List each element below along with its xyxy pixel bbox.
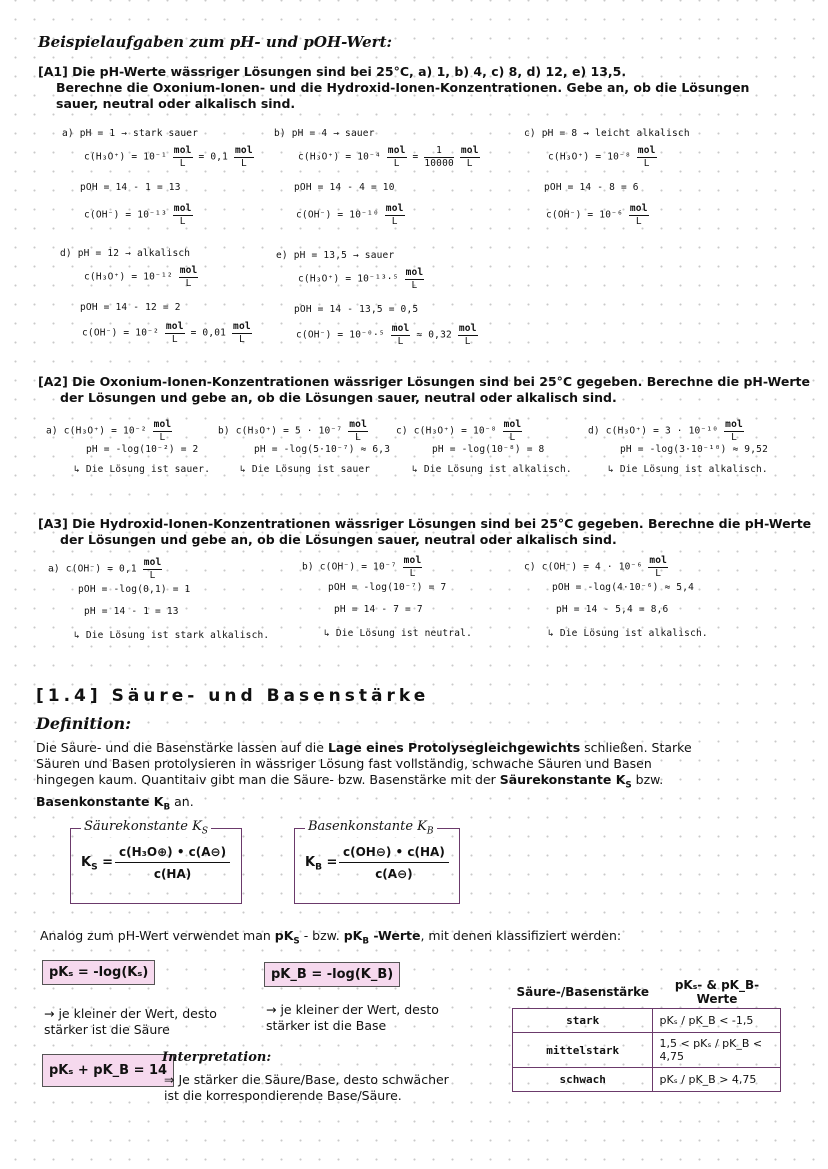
a1-c-head: c) pH = 8 → leicht alkalisch [524,128,690,139]
definition-paragraph: Die Säure- und die Basenstärke lassen auf die Lage eines Protolysegleichgewichts schließen. Starke Säuren und Basen protolysieren in wässriger Lösung fast vollständig, schwache Säuren und Basen hingegen kaum. Quantitaiv gibt man die Säure- bzw. Basenstärke mit der Säurekonstante $K_S$ bzw. Basenkonstante $K_B$ an. [36,740,692,812]
a3-b-line1: b) c(OH⁻) = 10⁻⁷ $\frac{\text{mol}}{L}$ [302,555,422,579]
a3-b-line4: ↳ Die Lösung ist neutral. [324,628,472,639]
definition-title: Definition: [36,714,132,733]
a1-b-poh: pOH = 14 - 4 = 10 [294,182,395,193]
a2-d-line2: pH = -log(3·10⁻¹⁰) ≈ 9,52 [620,444,768,455]
a1-c-poh: pOH = 14 - 8 = 6 [544,182,639,193]
section-heading: [1.4] Säure- und Basenstärke [36,686,430,706]
table-cell-value: pKₛ / pK_B < -1,5 [653,1009,781,1033]
task-a2-line2: der Lösungen und gebe an, ob die Lösungen sauer, neutral oder alkalisch sind. [60,390,617,405]
a1-a-poh: pOH = 14 - 1 = 13 [80,182,181,193]
a3-a-line3: pH = 14 - 1 = 13 [84,606,179,617]
a2-d-line1: d) c(H₃O⁺) = 3 · 10⁻¹⁰ $\frac{\text{mol}}{L}$ [588,419,743,443]
a1-b-c1: c(H₃O⁺) = 10⁻⁴ $\frac{\text{mol}}{L}$ = $\frac{1}{10000}$ $\frac{\text{mol}}{L}$ [298,145,479,169]
pks-note: → je kleiner der Wert, desto stärker ist die Säure [44,1006,217,1037]
a3-c-line4: ↳ Die Lösung ist alkalisch. [548,628,708,639]
table-row [513,1068,781,1092]
acid-constant-legend: Säurekonstante $K_S$ [81,819,211,837]
table-row [513,1033,781,1068]
page-title: Beispielaufgaben zum pH- und pOH-Wert: [38,33,393,51]
task-a1-line1: [A1] Die pH-Werte wässriger Lösungen sind bei 25°C, a) 1, b) 4, c) 8, d) 12, e) 13,5. [38,64,627,79]
table-header-row [513,976,781,1009]
table-header-strength: Säure-/Basenstärke [516,985,649,999]
a3-b-line2: pOH = -log(10⁻⁷) = 7 [328,582,447,593]
kb-fraction: c(OH⊖) • c(HA) c(A⊖) [339,845,449,881]
a1-b-c2: c(OH⁻) = 10⁻¹⁰ $\frac{\text{mol}}{L}$ [296,203,404,227]
analog-sentence: Analog zum pH-Wert verwendet man $pK_S$ - bzw. $pK_B$ -Werte, mit denen klassifiziert werden: [40,928,622,947]
a3-c-line1: c) c(OH⁻) = 4 · 10⁻⁶ $\frac{\text{mol}}{L}$ [524,555,668,579]
a2-c-line3: ↳ Die Lösung ist alkalisch. [412,464,572,475]
a3-b-line3: pH = 14 - 7 = 7 [334,604,423,615]
a1-d-poh: pOH = 14 - 12 = 2 [80,302,181,313]
acid-constant-box [70,819,242,904]
a1-b-head: b) pH = 4 → sauer [274,128,375,139]
a1-c-c2: c(OH⁻) = 10⁻⁶ $\frac{\text{mol}}{L}$ [546,203,648,227]
a3-a-line1: a) c(OH⁻) = 0,1 $\frac{\text{mol}}{L}$ [48,557,162,581]
table-row [513,1009,781,1033]
base-constant-box [294,819,460,904]
a2-a-line1: a) c(H₃O⁺) = 10⁻² $\frac{\text{mol}}{L}$ [46,419,172,443]
a2-d-line3: ↳ Die Lösung ist alkalisch. [608,464,768,475]
a2-c-line2: pH = -log(10⁻⁸) = 8 [432,444,545,455]
a3-c-line2: pOH = -log(4·10⁻⁶) ≈ 5,4 [552,582,695,593]
a1-e-c1: c(H₃O⁺) = 10⁻¹³·⁵ $\frac{\text{mol}}{L}$ [298,267,424,291]
a2-b-line1: b) c(H₃O⁺) = 5 · 10⁻⁷ $\frac{\text{mol}}{L}$ [218,419,367,443]
a1-a-head: a) pH = 1 → stark sauer [62,128,199,139]
a1-a-c2: c(OH⁻) = 10⁻¹³ $\frac{\text{mol}}{L}$ [84,203,192,227]
ks-fraction: c(H₃O⊕) • c(A⊖) c(HA) [115,845,230,881]
a1-a-c1: c(H₃O⁺) = 10⁻¹ $\frac{\text{mol}}{L}$ = 0,1 $\frac{\text{mol}}{L}$ [84,145,253,169]
table-cell-label: stark [513,1009,653,1033]
a1-d-head: d) pH = 12 → alkalisch [60,248,191,259]
ks-lhs: $K_S$ = [81,855,114,873]
pkb-formula-box: pK_B = -log(K_B) [264,962,400,987]
table-cell-value: 1,5 < pKₛ / pK_B < 4,75 [653,1033,781,1068]
a2-c-line1: c) c(H₃O⁺) = 10⁻⁸ $\frac{\text{mol}}{L}$ [396,419,522,443]
a1-d-c2: c(OH⁻) = 10⁻² $\frac{\text{mol}}{L}$ = 0,01 $\frac{\text{mol}}{L}$ [82,321,251,345]
a2-b-line3: ↳ Die Lösung ist sauer [240,464,371,475]
base-constant-legend: Basenkonstante $K_B$ [305,819,437,837]
a1-e-poh: pOH = 14 - 13,5 = 0,5 [294,304,419,315]
task-a1-line2: Berechne die Oxonium-Ionen- und die Hydroxid-Ionen-Konzentrationen. Gebe an, ob die Lösungen [56,80,750,95]
table-cell-label: schwach [513,1068,653,1092]
a1-d-c1: c(H₃O⁺) = 10⁻¹² $\frac{\text{mol}}{L}$ [84,265,198,289]
task-a2-line1: [A2] Die Oxonium-Ionen-Konzentrationen wässriger Lösungen sind bei 25°C gegeben. Berechne die pH-Werte [38,374,810,389]
a3-c-line3: pH = 14 - 5,4 = 8,6 [556,604,669,615]
a3-a-line2: pOH = -log(0,1) = 1 [78,584,191,595]
a1-e-c2: c(OH⁻) = 10⁻⁰·⁵ $\frac{\text{mol}}{L}$ ≈ 0,32 $\frac{\text{mol}}{L}$ [296,323,477,347]
table-header-values: pKₛ- & pK_B- Werte [674,978,760,1006]
pkb-note: → je kleiner der Wert, desto stärker ist die Base [266,1002,439,1033]
a3-a-line4: ↳ Die Lösung ist stark alkalisch. [74,630,270,641]
sum-formula-box: pKₛ + pK_B = 14 [42,1054,174,1087]
a2-a-line2: pH = -log(10⁻²) = 2 [86,444,199,455]
table-cell-value: pKₛ / pK_B > 4,75 [653,1068,781,1092]
task-a3-line1: [A3] Die Hydroxid-Ionen-Konzentrationen wässriger Lösungen sind bei 25°C gegeben. Berechne die pH-Werte [38,516,812,531]
a2-a-line3: ↳ Die Lösung ist sauer. [74,464,211,475]
interpretation-title: Interpretation: [162,1050,272,1065]
pks-formula-box: pKₛ = -log(Kₛ) [42,960,155,985]
task-a1-line3: sauer, neutral oder alkalisch sind. [56,96,296,111]
kb-lhs: $K_B$ = [305,855,338,873]
table-cell-label: mittelstark [513,1033,653,1068]
interpretation-text: ⇒ Je stärker die Säure/Base, desto schwächer ist die korrespondierende Base/Säure. [164,1072,449,1103]
a1-e-head: e) pH = 13,5 → sauer [276,250,395,261]
task-a3-line2: der Lösungen und gebe an, ob die Lösungen sauer, neutral oder alkalisch sind. [60,532,617,547]
a2-b-line2: pH = -log(5·10⁻⁷) ≈ 6,3 [254,444,391,455]
a1-c-c1: c(H₃O⁺) = 10⁻⁸ $\frac{\text{mol}}{L}$ [548,145,656,169]
classification-table [512,976,781,1092]
